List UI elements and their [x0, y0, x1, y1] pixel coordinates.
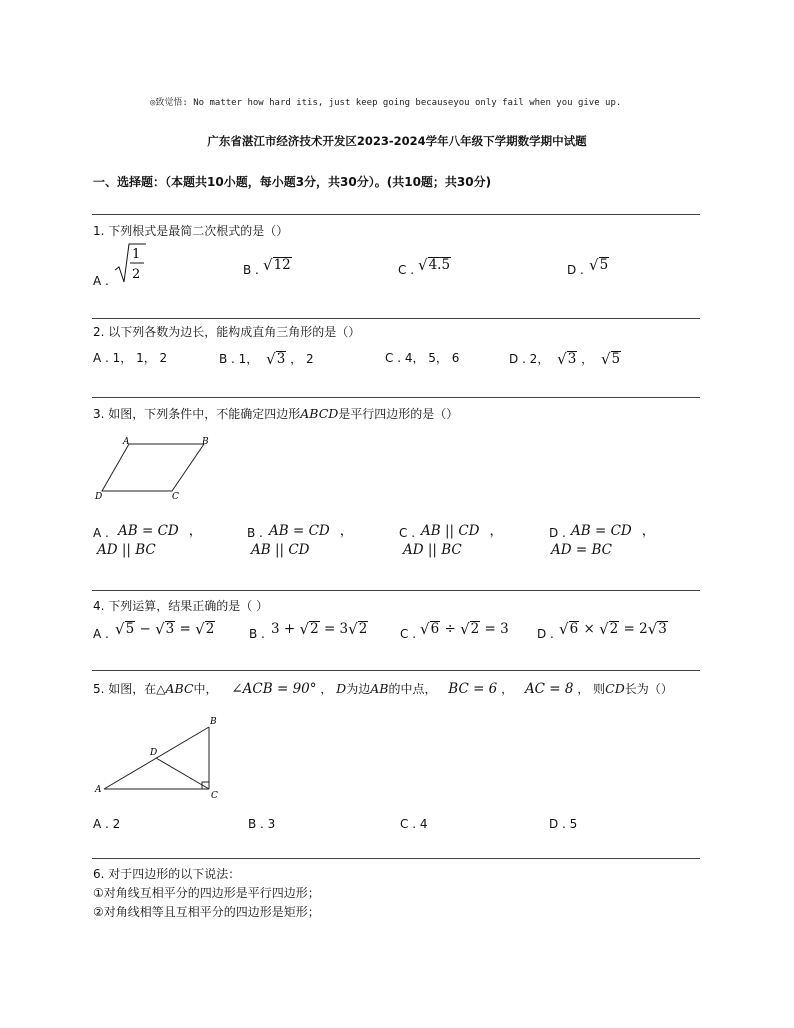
right-triangle-figure [92, 712, 227, 800]
q3-option-d-line2: AD = BC [551, 542, 612, 558]
parallelogram-figure [92, 434, 222, 500]
q3-stem-prefix: 3. 如图，下列条件中，不能确定四边形 [93, 407, 301, 421]
q4-option-a-label: A . [93, 627, 109, 641]
q3-option-a-label: A . [93, 526, 109, 540]
q2-d-prefix: D . 2， [509, 352, 550, 366]
q3-stem-variable: ABCD [300, 406, 339, 421]
q3-option-c-line1: AB || CD ， [421, 523, 504, 539]
q4-option-b-math: 3 + √2 = 3√2 [271, 620, 368, 638]
q1-option-a-label: A . [93, 274, 109, 288]
q4-option-c-label: C . [400, 627, 417, 641]
q2-b-prefix: B . 1， [219, 352, 259, 366]
question-6-stem: 6. 对于四边形的以下说法： [93, 867, 241, 881]
q2-option-d: D . 2， √3 ， √5 [509, 350, 621, 368]
divider [92, 318, 700, 319]
q5-option-a: A . 2 [93, 817, 121, 831]
q3-option-c-line2: AD || BC [403, 542, 462, 558]
q1-c-radicand: 4.5 [428, 257, 451, 273]
q1-d-radicand: 5 [599, 257, 609, 273]
q5-option-c: C . 4 [400, 817, 428, 831]
q2-d-radicand-1: 3 [567, 351, 577, 367]
q3-option-b-label: B . [247, 526, 263, 540]
q1-a-denominator: 2 [132, 267, 141, 282]
q2-option-c: C . 4， 5， 6 [385, 351, 460, 365]
q3-stem-suffix: 是平行四边形的是（） [338, 407, 459, 421]
divider [92, 214, 700, 215]
divider [92, 858, 700, 859]
q1-option-b-math: √12 [263, 256, 291, 274]
q4-option-b-label: B . [249, 627, 265, 641]
figure-label-b: B [210, 717, 217, 727]
question-1-stem: 1. 下列根式是最简二次根式的是（） [93, 224, 289, 238]
motto-line: ◎致觉悟: No matter how hard itis, just keep going becauseyou only fail when you give up. [150, 98, 622, 108]
q4-option-d-math: √6 × √2 = 2√3 [559, 620, 667, 638]
q1-option-c-math: √4.5 [418, 256, 451, 274]
q2-b-radicand: 3 [276, 351, 286, 367]
q2-d-radicand-2: 5 [611, 351, 621, 367]
q5-option-b: B . 3 [248, 817, 276, 831]
question-3-stem [93, 405, 458, 422]
q1-option-a-math [113, 242, 147, 288]
divider [92, 670, 700, 671]
q3-option-a-line2: AD || BC [97, 542, 156, 558]
section-heading: 一、选择题：（本题共10小题，每小题3分，共30分）。(共10题；共30分) [93, 175, 492, 189]
q3-option-d-line1: AB = CD ， [571, 523, 656, 539]
q3-option-a-line1: AB = CD ， [118, 523, 203, 539]
q3-option-d-label: D . [549, 526, 566, 540]
q1-sqrt-fraction [113, 242, 147, 284]
figure-label-a: A [95, 785, 102, 795]
q4-option-c-math: √6 ÷ √2 = 3 [420, 620, 509, 638]
q3-option-b-line2: AB || CD [251, 542, 310, 558]
q4-option-d-label: D . [537, 627, 554, 641]
q4-option-a-math: √5 − √3 = √2 [115, 620, 215, 638]
figure-label-c: C [172, 492, 179, 500]
figure-label-c: C [211, 791, 218, 800]
figure-label-b: B [202, 437, 209, 447]
q1-b-radicand: 12 [273, 257, 291, 273]
q5-bc: BC = 6 [448, 681, 498, 697]
q2-option-b: B . 1， √3 ， 2 [219, 350, 314, 368]
q2-d-separator: ， [581, 352, 594, 366]
q1-a-numerator: 1 [132, 247, 141, 262]
q3-option-c-label: C . [399, 526, 416, 540]
figure-label-a: A [123, 437, 130, 447]
question-4-stem: 4. 下列运算，结果正确的是（ ） [93, 599, 269, 613]
q5-option-d: D . 5 [549, 817, 578, 831]
divider [92, 590, 700, 591]
q2-b-suffix: ， 2 [290, 352, 314, 366]
q1-option-b-label: B . [243, 263, 259, 277]
q6-statement-1: ①对角线互相平分的四边形是平行四边形； [93, 886, 320, 900]
question-5-stem: 5. 如图，在△ABC中， ∠ACB = 90° ， D为边AB的中点， BC = 6 ， AC = 8 ， 则CD长为（） [93, 681, 673, 697]
q6-statement-2: ②对角线相等且互相平分的四边形是矩形； [93, 905, 320, 919]
q1-option-d-math: √5 [589, 256, 609, 274]
exam-title: 广东省湛江市经济技术开发区2023-2024学年八年级下学期数学期中试题 [207, 134, 587, 148]
q5-ac: AC = 8 [524, 681, 574, 697]
q5-angle: ∠ACB = 90° [231, 681, 317, 697]
figure-label-d: D [95, 492, 103, 500]
divider [92, 397, 700, 398]
q3-option-b-line1: AB = CD ， [269, 523, 354, 539]
q1-option-c-label: C . [398, 263, 415, 277]
q1-option-d-label: D . [567, 263, 584, 277]
q2-option-a: A . 1， 1， 2 [93, 351, 168, 365]
figure-label-d: D [150, 748, 158, 758]
question-2-stem: 2. 以下列各数为边长，能构成直角三角形的是（） [93, 325, 361, 339]
